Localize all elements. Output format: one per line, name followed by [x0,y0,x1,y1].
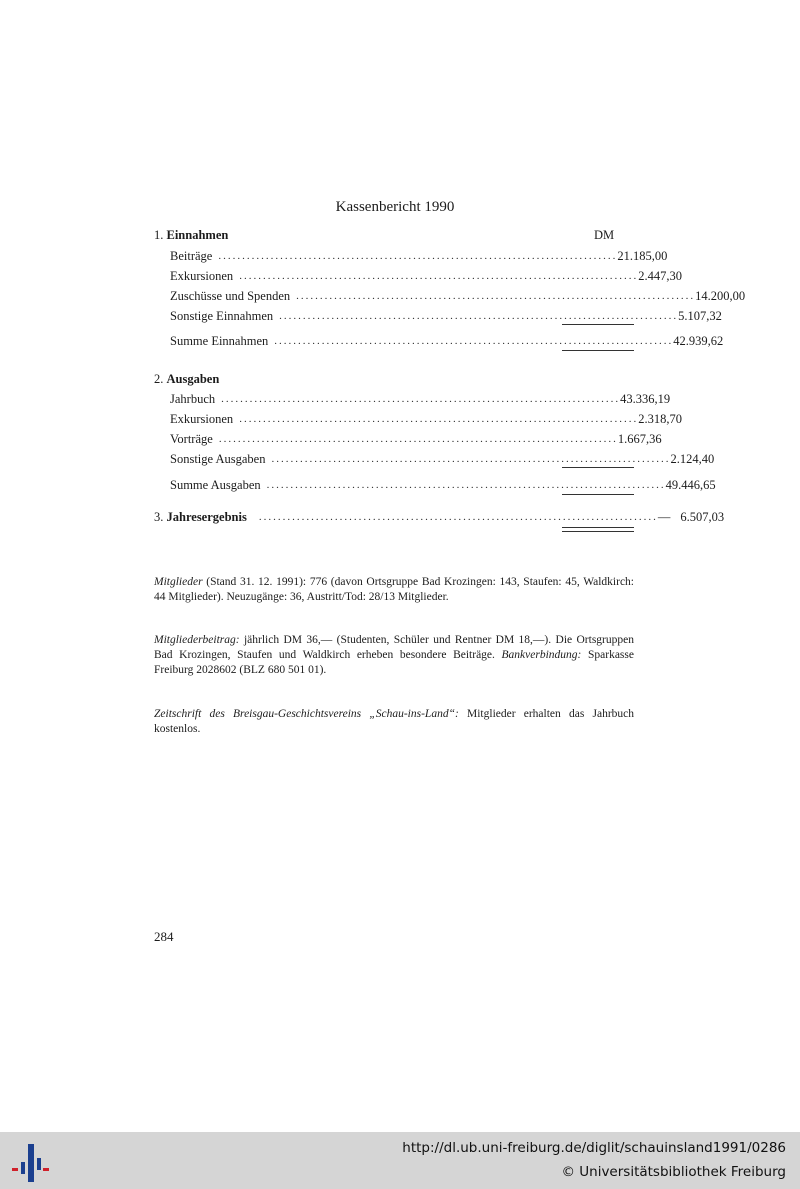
negative-sign: — [657,509,671,524]
leader-dots: .................................................................................... [218,433,618,445]
copyright-text: © Universitätsbibliothek Freiburg [561,1164,786,1180]
members-lead: Mitglieder [154,576,203,588]
sum-rule [562,324,634,325]
fee-paragraph [154,633,634,678]
row-value: 14.200,00 [695,288,746,303]
currency-heading: DM [594,228,615,242]
leader-dots: .................................................................................... [239,413,639,425]
row-value: 21.185,00 [617,248,668,263]
leader-dots: .................................................................................... [258,511,658,523]
table-row [170,410,682,428]
table-row [170,287,746,305]
section-number: 2. [154,372,164,386]
row-label: Beiträge [170,248,213,263]
row-label: Jahrbuch [170,391,216,406]
leader-dots: .................................................................................... [266,479,666,491]
section-number: 1. [154,228,164,242]
table-row [170,390,671,408]
bank-text: Sparkasse Freiburg 2028602 (BLZ 680 501 01). [154,649,634,676]
journal-paragraph [154,707,634,737]
bank-lead: Bankverbindung: [501,649,582,661]
leader-dots: .................................................................................... [271,453,671,465]
row-value: 43.336,19 [620,391,671,406]
fee-text: jährlich DM 36,— (Studenten, Schüler und Rentner DM 18,—). Die Ortsgruppen Bad Krozingen, Staufen und Waldkirch erheben besondere Beiträge. [154,634,634,661]
row-label: Exkursionen [170,411,234,426]
section-title: Ausgaben [166,372,220,386]
table-row [170,430,662,448]
result-value: 6.507,03 [680,509,725,524]
row-label: Exkursionen [170,268,234,283]
total-value: 42.939,62 [673,333,724,348]
row-label: Sonstige Ausgaben [170,451,266,466]
members-text: (Stand 31. 12. 1991): 776 (davon Ortsgruppe Bad Krozingen: 143, Staufen: 45, Waldkirch: 44 Mitglieder). Neuzugänge: 36, Austritt/Tod: 28/13 Mitglieder. [154,576,634,603]
row-value: 1.667,36 [617,431,662,446]
members-paragraph [154,575,634,605]
result-value-cell [658,510,724,525]
source-url-link[interactable]: http://dl.ub.uni-freiburg.de/diglit/schauinsland1991/0286 [402,1140,786,1156]
table-row [170,267,682,285]
section-einnahmen-heading [154,228,228,243]
total-value: 49.446,65 [665,477,716,492]
page-number: 284 [154,929,174,944]
row-value: 2.447,30 [638,268,682,283]
leader-dots: .................................................................................... [274,335,674,347]
leader-dots: .................................................................................... [218,250,618,262]
row-label: Zuschüsse und Spenden [170,288,291,303]
leader-dots: .................................................................................... [239,270,639,282]
row-label: Vorträge [170,431,213,446]
journal-text: Mitglieder erhalten das Jahrbuch kostenlos. [154,708,634,735]
section-ausgaben-heading [154,372,219,387]
row-value: 5.107,32 [678,308,722,323]
result-heading [154,510,253,525]
journal-lead: Zeitschrift des Breisgau-Geschichtsvereins „Schau-ins-Land“: [154,708,459,720]
double-rule-top [562,527,634,528]
total-row [170,476,716,494]
row-value: 2.318,70 [638,411,682,426]
total-label: Summe Ausgaben [170,477,261,492]
footer-bar [0,1132,800,1189]
row-value: 2.124,40 [670,451,715,466]
sum-rule [562,467,634,468]
fee-lead: Mitgliederbeitrag: [154,634,240,646]
section-number: 3. [154,509,164,524]
section-title: Jahresergebnis [166,509,247,524]
total-row [170,332,724,350]
section-title: Einnahmen [166,228,229,242]
double-rule-bottom [562,531,634,532]
table-row [170,247,668,265]
leader-dots: .................................................................................... [221,393,621,405]
page-title: Kassenbericht 1990 [335,199,455,215]
table-row [170,307,722,325]
leader-dots: .................................................................................... [296,290,696,302]
total-label: Summe Einnahmen [170,333,269,348]
sum-rule [562,350,634,351]
sum-rule [562,494,634,495]
leader-dots: .................................................................................... [279,310,679,322]
table-row [170,450,715,468]
library-logo-icon [10,1140,50,1182]
row-label: Sonstige Einnahmen [170,308,274,323]
result-row [154,508,725,526]
